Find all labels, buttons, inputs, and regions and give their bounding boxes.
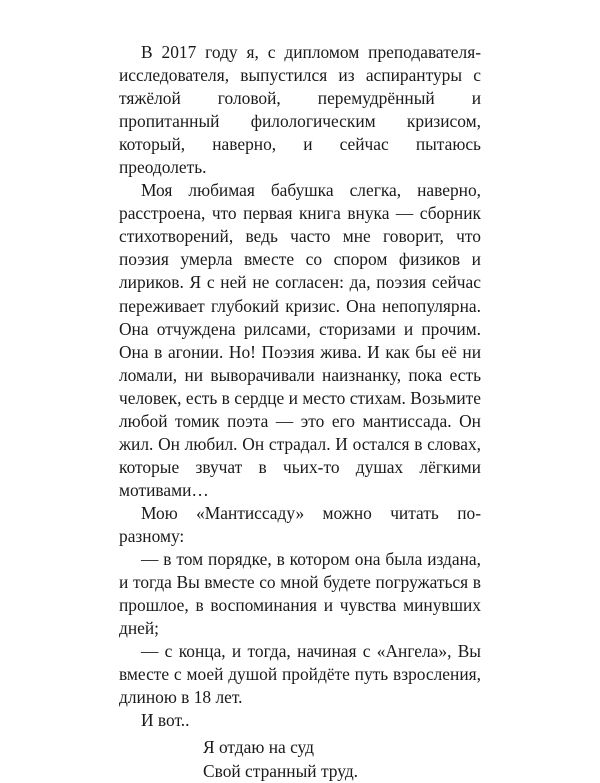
paragraph-graduation: В 2017 году я, с дипломом преподавателя-исследователя, выпустился из аспирантуры с тяжёлой головой, перемудрённый и пропитанный филологическим кризисом, который, наверно, и сейчас пытаюсь преодолеть. bbox=[119, 42, 481, 178]
list-item-reverse-order: — с конца, и тогда, начиная с «Ангела», Вы вместе с моей душой пройдёте путь взросления, длиною в 18 лет. bbox=[119, 641, 481, 708]
verse-epigraph bbox=[203, 736, 481, 783]
paragraph-reading-ways: Мою «Мантиссаду» можно читать по-разному: bbox=[119, 502, 481, 546]
verse-line-1: Я отдаю на суд bbox=[203, 737, 315, 758]
paragraph-poetry-alive: Моя любимая бабушка слегка, наверно, расстроена, что первая книга внука — сборник стихотворений, ведь часто мне говорит, что поэзия умерла вместе со спором физиков и лириков. Я с ней не согласен: да, поэзия сейчас переживает глубокий кризис. Она непопулярна. Она отчуждена рилсами, сторизами и прочим. Она в агонии. Но! Поэзия жива. И как бы её ни ломали, ни выворачивали наизнанку, пока есть человек, есть в сердце и место стихам. Возьмите любой томик поэта — это его мантиссада. Он жил. Он любил. Он страдал. И остался в словах, которые звучат в чьих-то душах лёгкими мотивами… bbox=[119, 180, 481, 500]
closing-line: И вот.. bbox=[141, 710, 190, 731]
verse-line-2: Свой странный труд. bbox=[203, 760, 359, 781]
book-page bbox=[119, 41, 481, 783]
list-item-forward-order: — в том порядке, в котором она была издана, и тогда Вы вместе со мной будете погружаться в прошлое, в воспоминания и чувства минувших дней; bbox=[119, 549, 481, 639]
